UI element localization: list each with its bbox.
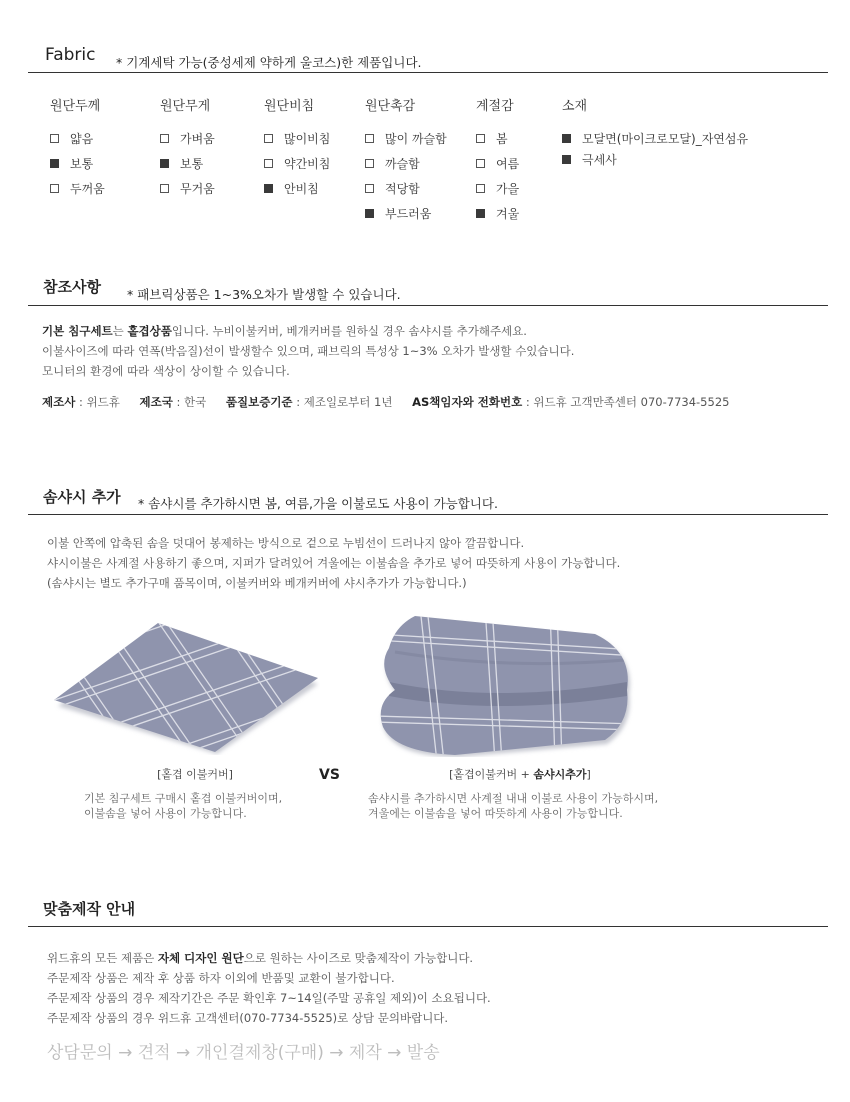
- spec-option-label: 많이비침: [284, 132, 331, 146]
- custom-text: 위드휴의 모든 제품은: [47, 951, 158, 965]
- spec-option: [264, 180, 319, 197]
- spec-option: [476, 205, 519, 222]
- spec-option: [160, 180, 215, 197]
- reference-line-1: [42, 321, 527, 341]
- fabric-note: * 기계세탁 가능(중성세제 약하게 울코스)한 제품입니다.: [116, 55, 422, 70]
- custom-line-1: [47, 948, 473, 968]
- spec-option: [50, 130, 93, 147]
- custom-highlight: 자체 디자인 원단: [157, 951, 244, 965]
- desc-line: 겨울에는 이불솜을 넣어 따뜻하게 사용이 가능합니다.: [368, 807, 623, 820]
- spec-option-label: 여름: [496, 157, 520, 171]
- fabric-title: Fabric: [45, 45, 96, 65]
- info-value: 위드휴: [86, 395, 120, 409]
- info-key: 품질보증기준: [225, 395, 293, 409]
- sash-line-3: (솜샤시는 별도 추가구매 품목이며, 이불커버와 베개커버에 샤시추가가 가능합니다.): [47, 576, 467, 590]
- versus-label: VS: [319, 767, 340, 783]
- info-value: 위드휴 고객만족센터 070-7734-5525: [533, 395, 730, 409]
- custom-title: 맞춤제작 안내: [43, 900, 136, 918]
- reference-title: 참조사항: [43, 278, 101, 296]
- spec-option: [562, 151, 617, 168]
- spec-option-label: 가을: [496, 182, 520, 196]
- reference-text: 입니다. 누비이불커버, 베개커버를 원하실 경우 솜샤시를 추가해주세요.: [171, 324, 527, 338]
- spec-option: [562, 130, 748, 147]
- spec-option-label: 봄: [496, 132, 508, 146]
- sash-added-desc: [368, 791, 658, 821]
- desc-line: 기본 침구세트 구매시 홑겹 이불커버이며,: [84, 792, 283, 805]
- unchecked-box-icon: [365, 134, 374, 143]
- checked-box-icon: [365, 209, 374, 218]
- unchecked-box-icon: [476, 134, 485, 143]
- caption-text: ]: [586, 768, 591, 781]
- reference-note: * 패브릭상품은 1~3%오차가 발생할 수 있습니다.: [127, 287, 401, 302]
- unchecked-box-icon: [160, 184, 169, 193]
- spec-column-head: 원단비침: [264, 99, 315, 114]
- desc-line: 솜샤시를 추가하시면 사계절 내내 이불로 사용이 가능하시며,: [368, 792, 659, 805]
- info-value: 한국: [184, 395, 207, 409]
- caption-text: [홑겹이불커버 +: [449, 768, 534, 781]
- reference-single-layer: 홑겹상품: [127, 324, 172, 338]
- spec-option-label: 보통: [70, 157, 94, 171]
- unchecked-box-icon: [365, 159, 374, 168]
- spec-option: [50, 155, 93, 172]
- info-key: AS책임자와 전화번호: [412, 395, 523, 409]
- spec-option: [476, 180, 519, 197]
- spec-option-label: 보통: [180, 157, 204, 171]
- spec-option-label: 많이 까슬함: [385, 132, 447, 146]
- unchecked-box-icon: [50, 134, 59, 143]
- spec-option: [365, 205, 431, 222]
- unchecked-box-icon: [365, 184, 374, 193]
- spec-column-head: 원단촉감: [365, 99, 416, 114]
- sash-line-1: 이불 안쪽에 압축된 솜을 덧대어 봉제하는 방식으로 겉으로 누빔선이 드러나지 않아 깔끔합니다.: [47, 536, 525, 550]
- spec-option-label: 극세사: [582, 153, 617, 167]
- reference-line-2: 이불사이즈에 따라 연폭(박음질)선이 발생할수 있으며, 패브릭의 특성상 1~3% 오차가 발생할 수있습니다.: [42, 344, 575, 358]
- spec-option: [365, 130, 447, 147]
- single-layer-desc: [84, 791, 282, 821]
- info-key: 제조국: [139, 395, 173, 409]
- sash-added-caption: [395, 766, 645, 782]
- fabric-divider: [28, 72, 828, 73]
- spec-option-label: 무거움: [180, 182, 215, 196]
- caption-highlight: 솜샤시추가: [533, 768, 587, 781]
- checked-box-icon: [50, 159, 59, 168]
- desc-line: 이불솜을 넣어 사용이 가능합니다.: [84, 807, 247, 820]
- checked-box-icon: [476, 209, 485, 218]
- spec-option: [264, 155, 330, 172]
- info-value: 제조일로부터 1년: [303, 395, 393, 409]
- single-layer-caption: [홑겹 이불커버]: [157, 768, 233, 781]
- reference-divider: [28, 305, 828, 306]
- spec-option-label: 가벼움: [180, 132, 215, 146]
- reference-text: 는: [112, 324, 128, 338]
- custom-line-4: 주문제작 상품의 경우 위드휴 고객센터(070-7734-5525)로 상담 문의바랍니다.: [47, 1011, 449, 1025]
- spec-option: [476, 130, 508, 147]
- unchecked-box-icon: [50, 184, 59, 193]
- spec-option: [476, 155, 519, 172]
- custom-divider: [28, 926, 828, 927]
- spec-option-label: 모달면(마이크로모달)_자연섬유: [582, 132, 749, 146]
- sash-line-2: 샤시이불은 사계절 사용하기 좋으며, 지퍼가 달려있어 겨울에는 이불솜을 추가로 넣어 따뜻하게 사용이 가능합니다.: [47, 556, 621, 570]
- custom-line-3: 주문제작 상품의 경우 제작기간은 주문 확인후 7~14일(주말 공휴일 제외)이 소요됩니다.: [47, 991, 491, 1005]
- spec-option-label: 부드러움: [385, 207, 432, 221]
- spec-option-label: 적당함: [385, 182, 420, 196]
- spec-option: [50, 180, 105, 197]
- product-info-row: 제조사 : 위드휴 제조국 : 한국 품질보증기준 : 제조일로부터 1년 AS책임자와 전화번호 : 위드휴 고객만족센터 070-7734-5525: [42, 395, 730, 409]
- spec-option-label: 약간비침: [284, 157, 331, 171]
- spec-option-label: 안비침: [284, 182, 319, 196]
- quilted-blanket-image: [375, 612, 637, 757]
- checked-box-icon: [160, 159, 169, 168]
- custom-text: 으로 원하는 사이즈로 맞춤제작이 가능합니다.: [243, 951, 474, 965]
- unchecked-box-icon: [476, 159, 485, 168]
- order-process-flow: 상담문의 → 견적 → 개인결제창(구매) → 제작 → 발송: [47, 1043, 440, 1063]
- spec-option: [365, 180, 420, 197]
- reference-basic-set: 기본 침구세트: [42, 324, 113, 338]
- sash-divider: [28, 514, 828, 515]
- spec-option-label: 까슬함: [385, 157, 420, 171]
- reference-line-3: 모니터의 환경에 따라 색상이 상이할 수 있습니다.: [42, 364, 290, 378]
- sash-note: * 솜샤시를 추가하시면 봄, 여름,가을 이불로도 사용이 가능합니다.: [138, 496, 498, 511]
- spec-option-label: 두꺼움: [70, 182, 105, 196]
- unchecked-box-icon: [160, 134, 169, 143]
- spec-option: [264, 130, 330, 147]
- spec-option: [160, 130, 215, 147]
- sash-title: 솜샤시 추가: [43, 488, 121, 506]
- spec-column-head: 원단무게: [160, 99, 211, 114]
- unchecked-box-icon: [264, 159, 273, 168]
- flat-blanket-cover-image: [50, 620, 320, 755]
- spec-column-head: 소재: [562, 99, 588, 114]
- spec-option: [365, 155, 420, 172]
- spec-option: [160, 155, 203, 172]
- info-key: 제조사: [42, 395, 76, 409]
- spec-column-head: 계절감: [476, 99, 514, 114]
- custom-line-2: 주문제작 상품은 제작 후 상품 하자 이외에 반품및 교환이 불가합니다.: [47, 971, 395, 985]
- checked-box-icon: [264, 184, 273, 193]
- checked-box-icon: [562, 155, 571, 164]
- spec-option-label: 겨울: [496, 207, 520, 221]
- unchecked-box-icon: [264, 134, 273, 143]
- spec-column-head: 원단두께: [50, 99, 101, 114]
- spec-option-label: 얇음: [70, 132, 94, 146]
- unchecked-box-icon: [476, 184, 485, 193]
- checked-box-icon: [562, 134, 571, 143]
